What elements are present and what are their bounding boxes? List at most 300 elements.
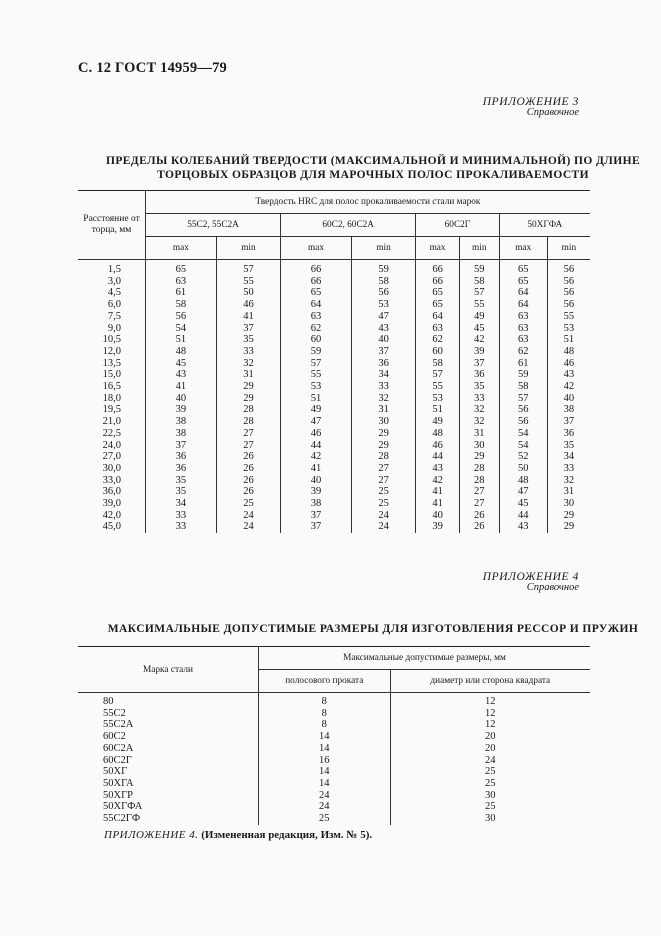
distance-cell: 13,5 xyxy=(102,357,121,369)
max-hardness-cell: 66 xyxy=(281,276,352,288)
min-hardness-cell: 35 xyxy=(459,381,499,393)
max-hardness-cell: 51 xyxy=(146,334,217,346)
min-hardness-cell: 48 xyxy=(547,346,590,358)
distance-header: Расстояние от торца, мм xyxy=(78,191,146,260)
min-hardness-cell: 56 xyxy=(547,299,590,311)
diameter-size-cell: 12 xyxy=(390,693,590,708)
min-hardness-cell: 43 xyxy=(547,369,590,381)
table-row xyxy=(78,778,590,790)
min-hardness-cell: 45 xyxy=(459,323,499,335)
diameter-size-cell: 24 xyxy=(390,755,590,767)
steel-grade-cell: 50ХГР xyxy=(103,789,133,801)
min-hardness-cell: 51 xyxy=(547,334,590,346)
max-hardness-cell: 59 xyxy=(499,369,547,381)
max-hardness-cell: 55 xyxy=(416,381,460,393)
distance-cell: 19,5 xyxy=(102,404,121,416)
max-hardness-cell: 65 xyxy=(416,287,460,299)
max-hardness-cell: 62 xyxy=(499,346,547,358)
steel-grade-cell: 55С2ГФ xyxy=(103,813,141,825)
max-hardness-cell: 65 xyxy=(499,276,547,288)
table-row xyxy=(78,755,590,767)
min-hardness-cell: 36 xyxy=(459,369,499,381)
max-hardness-cell: 57 xyxy=(416,369,460,381)
max-hardness-cell: 61 xyxy=(499,358,547,370)
min-hardness-cell: 56 xyxy=(547,260,590,276)
distance-cell: 4,5 xyxy=(107,287,121,299)
max-hardness-cell: 66 xyxy=(281,260,352,276)
min-hardness-cell: 37 xyxy=(459,358,499,370)
min-hardness-cell: 24 xyxy=(216,510,280,522)
min-hardness-cell: 29 xyxy=(351,428,415,440)
min-hardness-cell: 46 xyxy=(216,299,280,311)
min-hardness-cell: 27 xyxy=(216,428,280,440)
min-hardness-cell: 26 xyxy=(216,475,280,487)
min-hardness-cell: 31 xyxy=(547,486,590,498)
min-hardness-cell: 26 xyxy=(459,510,499,522)
distance-cell: 27,0 xyxy=(102,451,121,463)
min-hardness-cell: 26 xyxy=(216,486,280,498)
max-hardness-cell: 43 xyxy=(416,463,460,475)
table-row xyxy=(78,260,590,276)
min-hardness-cell: 30 xyxy=(547,498,590,510)
max-hardness-cell: 63 xyxy=(281,311,352,323)
strip-size-cell: 24 xyxy=(259,801,391,813)
steel-grade-cell: 60С2 xyxy=(103,731,126,743)
distance-cell: 12,0 xyxy=(102,345,121,357)
min-hardness-cell: 27 xyxy=(351,475,415,487)
max-header: max xyxy=(146,237,217,260)
max-hardness-cell: 66 xyxy=(416,276,460,288)
min-hardness-cell: 32 xyxy=(547,475,590,487)
table-row xyxy=(78,346,590,358)
steel-grade-cell: 60С2А xyxy=(103,742,134,754)
min-hardness-cell: 59 xyxy=(459,260,499,276)
max-hardness-cell: 63 xyxy=(499,334,547,346)
distance-cell: 36,0 xyxy=(102,486,121,498)
max-hardness-cell: 41 xyxy=(146,381,217,393)
min-hardness-cell: 34 xyxy=(351,369,415,381)
max-hardness-cell: 65 xyxy=(146,260,217,276)
distance-cell: 18,0 xyxy=(102,392,121,404)
min-hardness-cell: 29 xyxy=(547,510,590,522)
strip-size-cell: 25 xyxy=(259,813,391,825)
table-row xyxy=(78,451,590,463)
max-hardness-cell: 59 xyxy=(281,346,352,358)
appendix3-title xyxy=(78,154,661,182)
steel-grade-cell: 55С2А xyxy=(103,719,134,731)
max-hardness-cell: 65 xyxy=(499,260,547,276)
max-hardness-cell: 42 xyxy=(281,451,352,463)
max-hardness-cell: 54 xyxy=(499,428,547,440)
strip-size-cell: 24 xyxy=(259,790,391,802)
min-hardness-cell: 47 xyxy=(351,311,415,323)
diameter-size-cell: 25 xyxy=(390,766,590,778)
min-hardness-cell: 42 xyxy=(459,334,499,346)
table-row xyxy=(78,719,590,731)
min-header: min xyxy=(547,237,590,260)
max-hardness-cell: 51 xyxy=(416,404,460,416)
diameter-size-cell: 30 xyxy=(390,790,590,802)
max-hardness-cell: 37 xyxy=(146,440,217,452)
max-header: max xyxy=(499,237,547,260)
min-hardness-cell: 25 xyxy=(216,498,280,510)
distance-cell: 21,0 xyxy=(102,416,121,428)
max-hardness-cell: 63 xyxy=(499,311,547,323)
strip-size-cell: 8 xyxy=(259,708,391,720)
distance-cell: 1,5 xyxy=(107,264,121,275)
steel-grade-cell: 55С2 xyxy=(103,707,126,719)
max-hardness-cell: 60 xyxy=(281,334,352,346)
min-hardness-cell: 56 xyxy=(547,276,590,288)
max-hardness-cell: 63 xyxy=(416,323,460,335)
max-hardness-cell: 39 xyxy=(281,486,352,498)
min-hardness-cell: 28 xyxy=(459,463,499,475)
min-hardness-cell: 26 xyxy=(216,463,280,475)
diameter-size-cell: 20 xyxy=(390,743,590,755)
max-hardness-cell: 54 xyxy=(146,323,217,335)
table-row xyxy=(78,731,590,743)
max-hardness-cell: 33 xyxy=(146,510,217,522)
max-hardness-cell: 45 xyxy=(146,358,217,370)
min-hardness-cell: 57 xyxy=(216,260,280,276)
max-hardness-cell: 49 xyxy=(281,404,352,416)
min-hardness-cell: 29 xyxy=(351,440,415,452)
distance-cell: 7,5 xyxy=(107,310,121,322)
min-hardness-cell: 50 xyxy=(216,287,280,299)
max-hardness-cell: 38 xyxy=(146,428,217,440)
max-hardness-cell: 58 xyxy=(146,299,217,311)
table-row xyxy=(78,813,590,825)
diameter-size-cell: 12 xyxy=(390,708,590,720)
min-header: min xyxy=(459,237,499,260)
strip-size-cell: 14 xyxy=(259,743,391,755)
max-hardness-cell: 47 xyxy=(499,486,547,498)
max-hardness-cell: 48 xyxy=(499,475,547,487)
max-hardness-cell: 33 xyxy=(146,521,217,533)
min-hardness-cell: 55 xyxy=(459,299,499,311)
max-hardness-cell: 44 xyxy=(281,440,352,452)
min-hardness-cell: 40 xyxy=(547,393,590,405)
min-hardness-cell: 24 xyxy=(351,521,415,533)
table-row xyxy=(78,801,590,813)
amendment-note xyxy=(104,829,372,841)
grade-column-header: Марка стали xyxy=(78,647,259,693)
strip-size-cell: 8 xyxy=(259,693,391,708)
max-hardness-cell: 50 xyxy=(499,463,547,475)
max-hardness-cell: 57 xyxy=(281,358,352,370)
distance-cell: 9,0 xyxy=(107,322,121,334)
max-hardness-cell: 44 xyxy=(499,510,547,522)
strip-size-cell: 14 xyxy=(259,766,391,778)
min-hardness-cell: 46 xyxy=(547,358,590,370)
max-hardness-cell: 64 xyxy=(499,299,547,311)
min-hardness-cell: 28 xyxy=(351,451,415,463)
min-hardness-cell: 27 xyxy=(216,440,280,452)
min-hardness-cell: 29 xyxy=(459,451,499,463)
sizes-table xyxy=(78,646,590,825)
min-hardness-cell: 31 xyxy=(459,428,499,440)
min-hardness-cell: 29 xyxy=(216,381,280,393)
distance-cell: 15,0 xyxy=(102,369,121,381)
distance-cell: 22,5 xyxy=(102,427,121,439)
sizes-group-header: Максимальные допустимые размеры, мм xyxy=(259,647,591,670)
min-hardness-cell: 28 xyxy=(216,416,280,428)
max-hardness-cell: 38 xyxy=(146,416,217,428)
table-row xyxy=(78,790,590,802)
min-hardness-cell: 30 xyxy=(459,440,499,452)
max-hardness-cell: 38 xyxy=(281,498,352,510)
max-hardness-cell: 58 xyxy=(416,358,460,370)
strip-size-cell: 8 xyxy=(259,719,391,731)
max-hardness-cell: 43 xyxy=(146,369,217,381)
max-hardness-cell: 35 xyxy=(146,475,217,487)
min-hardness-cell: 59 xyxy=(351,260,415,276)
distance-cell: 10,5 xyxy=(102,334,121,346)
max-hardness-cell: 47 xyxy=(281,416,352,428)
hardness-table xyxy=(78,190,590,533)
max-hardness-cell: 40 xyxy=(281,475,352,487)
min-hardness-cell: 43 xyxy=(351,323,415,335)
min-hardness-cell: 31 xyxy=(351,404,415,416)
min-hardness-cell: 28 xyxy=(459,475,499,487)
min-hardness-cell: 39 xyxy=(459,346,499,358)
diameter-size-cell: 12 xyxy=(390,719,590,731)
max-hardness-cell: 41 xyxy=(281,463,352,475)
table-row xyxy=(78,393,590,405)
min-hardness-cell: 37 xyxy=(547,416,590,428)
min-hardness-cell: 29 xyxy=(547,521,590,533)
max-hardness-cell: 64 xyxy=(281,299,352,311)
grade-header: 50ХГФА xyxy=(499,214,590,237)
min-header: min xyxy=(351,237,415,260)
max-hardness-cell: 53 xyxy=(281,381,352,393)
table-row xyxy=(78,299,590,311)
min-hardness-cell: 25 xyxy=(351,498,415,510)
table-row xyxy=(78,693,590,708)
max-hardness-cell: 44 xyxy=(416,451,460,463)
min-hardness-cell: 36 xyxy=(351,358,415,370)
appendix4-title: МАКСИМАЛЬНЫЕ ДОПУСТИМЫЕ РАЗМЕРЫ ДЛЯ ИЗГОТОВЛЕНИЯ РЕССОР И ПРУЖИН xyxy=(107,623,639,635)
table-row xyxy=(78,766,590,778)
table-row xyxy=(78,334,590,346)
table-row xyxy=(78,311,590,323)
max-hardness-cell: 35 xyxy=(146,486,217,498)
min-header: min xyxy=(216,237,280,260)
table-row xyxy=(78,498,590,510)
table-row xyxy=(78,428,590,440)
strip-size-cell: 16 xyxy=(259,755,391,767)
table-row xyxy=(78,475,590,487)
max-hardness-cell: 43 xyxy=(499,521,547,533)
max-hardness-cell: 52 xyxy=(499,451,547,463)
note-amendment: (Измененная редакция, Изм. № 5). xyxy=(201,829,373,841)
max-hardness-cell: 42 xyxy=(416,475,460,487)
max-hardness-cell: 60 xyxy=(416,346,460,358)
max-hardness-cell: 64 xyxy=(499,287,547,299)
max-hardness-cell: 46 xyxy=(281,428,352,440)
distance-cell: 24,0 xyxy=(102,439,121,451)
distance-cell: 33,0 xyxy=(102,474,121,486)
max-hardness-cell: 66 xyxy=(416,260,460,276)
max-hardness-cell: 62 xyxy=(416,334,460,346)
appendix4-sublabel: Справочное xyxy=(526,582,579,593)
table-row xyxy=(78,276,590,288)
min-hardness-cell: 24 xyxy=(351,510,415,522)
max-hardness-cell: 56 xyxy=(146,311,217,323)
max-hardness-cell: 34 xyxy=(146,498,217,510)
min-hardness-cell: 32 xyxy=(216,358,280,370)
max-hardness-cell: 46 xyxy=(416,440,460,452)
max-hardness-cell: 37 xyxy=(281,521,352,533)
max-hardness-cell: 39 xyxy=(146,404,217,416)
max-header: max xyxy=(281,237,352,260)
steel-grade-cell: 80 xyxy=(103,696,114,707)
min-hardness-cell: 56 xyxy=(351,287,415,299)
max-hardness-cell: 64 xyxy=(416,311,460,323)
min-hardness-cell: 58 xyxy=(459,276,499,288)
appendix3-title-line1: ПРЕДЕЛЫ КОЛЕБАНИЙ ТВЕРДОСТИ (МАКСИМАЛЬНОЙ И МИНИМАЛЬНОЙ) ПО ДЛИНЕ xyxy=(105,155,641,167)
min-hardness-cell: 42 xyxy=(547,381,590,393)
min-hardness-cell: 33 xyxy=(547,463,590,475)
strip-size-cell: 14 xyxy=(259,778,391,790)
min-hardness-cell: 30 xyxy=(351,416,415,428)
grade-header: 55С2, 55С2А xyxy=(146,214,281,237)
distance-cell: 3,0 xyxy=(107,275,121,287)
min-hardness-cell: 26 xyxy=(216,451,280,463)
table-row xyxy=(78,287,590,299)
max-hardness-cell: 55 xyxy=(281,369,352,381)
max-hardness-cell: 65 xyxy=(416,299,460,311)
min-hardness-cell: 37 xyxy=(216,323,280,335)
table-row xyxy=(78,521,590,533)
min-hardness-cell: 27 xyxy=(459,486,499,498)
min-hardness-cell: 55 xyxy=(216,276,280,288)
diameter-size-cell: 20 xyxy=(390,731,590,743)
min-hardness-cell: 33 xyxy=(459,393,499,405)
steel-grade-cell: 60С2Г xyxy=(103,754,132,766)
max-hardness-cell: 58 xyxy=(499,381,547,393)
min-hardness-cell: 49 xyxy=(459,311,499,323)
max-hardness-cell: 49 xyxy=(416,416,460,428)
steel-grade-cell: 50ХГ xyxy=(103,766,128,778)
table-row xyxy=(78,381,590,393)
table-row xyxy=(78,440,590,452)
min-hardness-cell: 40 xyxy=(351,334,415,346)
min-hardness-cell: 35 xyxy=(547,440,590,452)
max-hardness-cell: 61 xyxy=(146,287,217,299)
max-hardness-cell: 62 xyxy=(281,323,352,335)
distance-cell: 30,0 xyxy=(102,462,121,474)
max-hardness-cell: 56 xyxy=(499,416,547,428)
diameter-size-cell: 25 xyxy=(390,778,590,790)
appendix3-label: ПРИЛОЖЕНИЕ 3 xyxy=(482,96,579,108)
max-hardness-cell: 53 xyxy=(416,393,460,405)
table-row xyxy=(78,510,590,522)
note-reference: ПРИЛОЖЕНИЕ 4. xyxy=(104,829,199,841)
diameter-column-header: диаметр или сторона квадрата xyxy=(390,670,590,693)
max-hardness-cell: 39 xyxy=(416,521,460,533)
min-hardness-cell: 31 xyxy=(216,369,280,381)
max-hardness-cell: 40 xyxy=(146,393,217,405)
table-row xyxy=(78,416,590,428)
max-hardness-cell: 56 xyxy=(499,404,547,416)
steel-grade-cell: 50ХГА xyxy=(103,777,134,789)
max-hardness-cell: 51 xyxy=(281,393,352,405)
grade-header: 60С2Г xyxy=(416,214,499,237)
min-hardness-cell: 53 xyxy=(351,299,415,311)
min-hardness-cell: 57 xyxy=(459,287,499,299)
table-row xyxy=(78,486,590,498)
distance-cell: 39,0 xyxy=(102,498,121,510)
max-hardness-cell: 63 xyxy=(499,323,547,335)
distance-cell: 6,0 xyxy=(107,299,121,311)
min-hardness-cell: 53 xyxy=(547,323,590,335)
strip-size-cell: 14 xyxy=(259,731,391,743)
strip-column-header: полосового проката xyxy=(259,670,391,693)
min-hardness-cell: 56 xyxy=(547,287,590,299)
max-hardness-cell: 37 xyxy=(281,510,352,522)
max-hardness-cell: 36 xyxy=(146,451,217,463)
max-hardness-cell: 36 xyxy=(146,463,217,475)
max-hardness-cell: 48 xyxy=(416,428,460,440)
appendix3-title-line2: ТОРЦОВЫХ ОБРАЗЦОВ ДЛЯ МАРОЧНЫХ ПОЛОС ПРОКАЛИВАЕМОСТИ xyxy=(157,169,589,181)
min-hardness-cell: 27 xyxy=(459,498,499,510)
table-row xyxy=(78,404,590,416)
min-hardness-cell: 32 xyxy=(351,393,415,405)
max-header: max xyxy=(416,237,460,260)
min-hardness-cell: 28 xyxy=(216,404,280,416)
table-row xyxy=(78,323,590,335)
table-row xyxy=(78,369,590,381)
min-hardness-cell: 24 xyxy=(216,521,280,533)
appendix4-label: ПРИЛОЖЕНИЕ 4 xyxy=(482,571,579,583)
min-hardness-cell: 35 xyxy=(216,334,280,346)
min-hardness-cell: 38 xyxy=(547,404,590,416)
max-hardness-cell: 41 xyxy=(416,498,460,510)
distance-cell: 42,0 xyxy=(102,509,121,521)
max-hardness-cell: 57 xyxy=(499,393,547,405)
min-hardness-cell: 27 xyxy=(351,463,415,475)
min-hardness-cell: 32 xyxy=(459,416,499,428)
max-hardness-cell: 54 xyxy=(499,440,547,452)
table-row xyxy=(78,708,590,720)
max-hardness-cell: 40 xyxy=(416,510,460,522)
min-hardness-cell: 36 xyxy=(547,428,590,440)
distance-cell: 16,5 xyxy=(102,381,121,393)
max-hardness-cell: 65 xyxy=(281,287,352,299)
min-hardness-cell: 32 xyxy=(459,404,499,416)
hardness-group-header: Твердость HRC для полос прокаливаемости стали марок xyxy=(146,191,591,214)
max-hardness-cell: 48 xyxy=(146,346,217,358)
appendix3-sublabel: Справочное xyxy=(526,107,579,118)
min-hardness-cell: 34 xyxy=(547,451,590,463)
min-hardness-cell: 55 xyxy=(547,311,590,323)
max-hardness-cell: 45 xyxy=(499,498,547,510)
table-row xyxy=(78,463,590,475)
max-hardness-cell: 63 xyxy=(146,276,217,288)
table-row xyxy=(78,358,590,370)
table-row xyxy=(78,743,590,755)
min-hardness-cell: 29 xyxy=(216,393,280,405)
min-hardness-cell: 26 xyxy=(459,521,499,533)
grade-header: 60С2, 60С2А xyxy=(281,214,416,237)
min-hardness-cell: 33 xyxy=(351,381,415,393)
page-header: С. 12 ГОСТ 14959—79 xyxy=(78,60,227,76)
diameter-size-cell: 25 xyxy=(390,801,590,813)
max-hardness-cell: 41 xyxy=(416,486,460,498)
min-hardness-cell: 41 xyxy=(216,311,280,323)
steel-grade-cell: 50ХГФА xyxy=(103,801,143,813)
